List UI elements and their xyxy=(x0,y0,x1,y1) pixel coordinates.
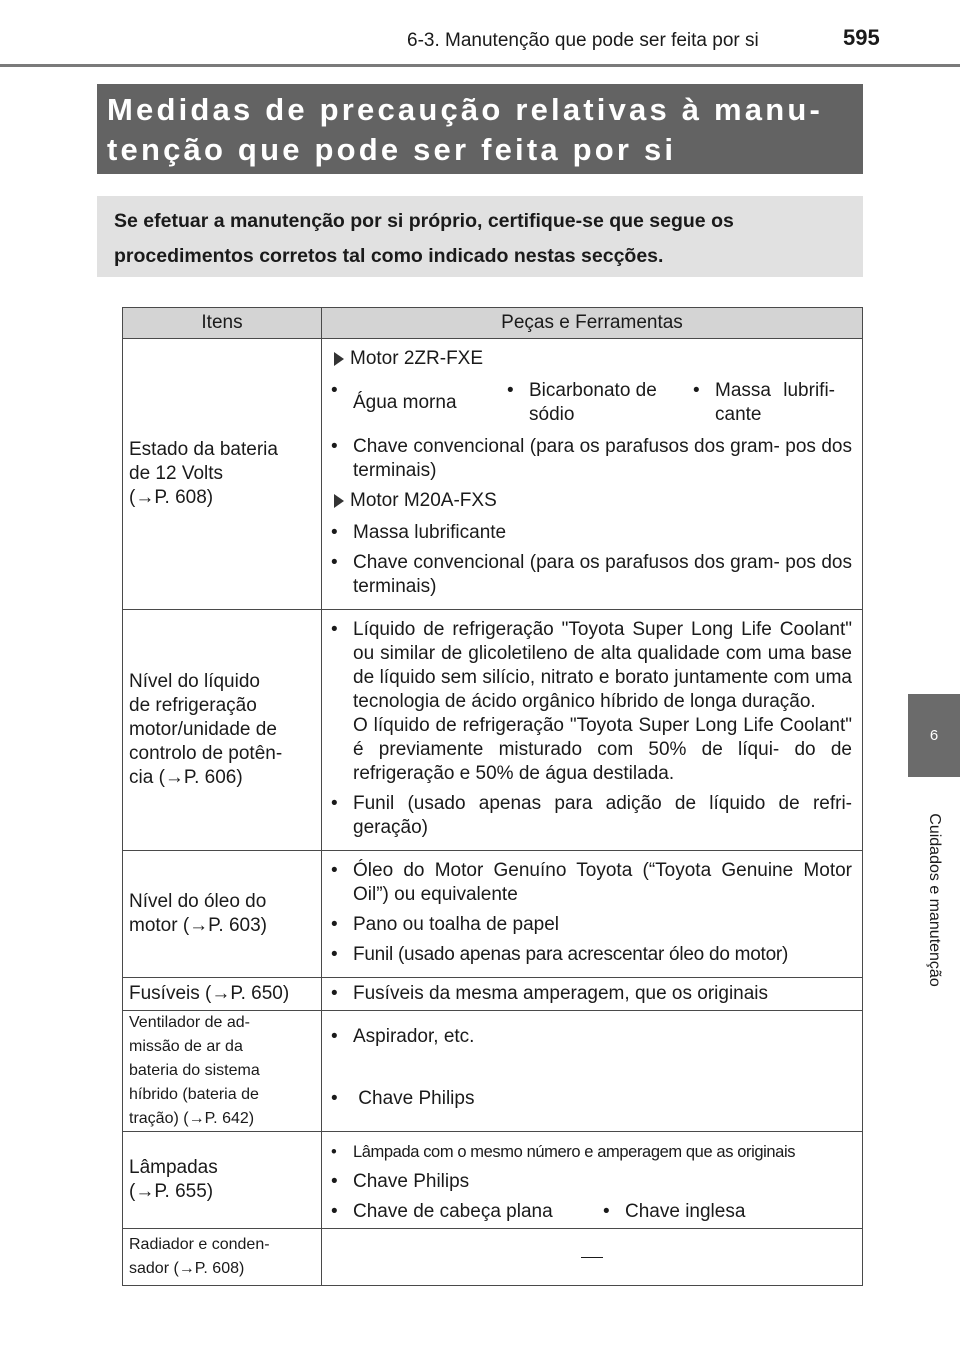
header-rule xyxy=(0,64,960,67)
intro-text: Se efetuar a manutenção por si próprio, certifique-se que segue os procedimentos corretos tal como indicado nestas secções. xyxy=(97,196,863,277)
em-dash-mark xyxy=(581,1257,603,1258)
table-header-row xyxy=(123,308,863,339)
engine-subheading xyxy=(331,489,852,513)
list-text: Água morna xyxy=(353,392,457,413)
table-row-radiator xyxy=(123,1229,863,1286)
section-title-box xyxy=(97,84,863,174)
engine-label: Motor M20A-FXS xyxy=(350,490,497,511)
chapter-label: Cuidados e manutenção xyxy=(926,813,943,987)
list-item: • Bicarbonato de sódio xyxy=(507,380,657,425)
item-cell-fuses xyxy=(123,978,322,1011)
list-item: • Líquido de refrigeração "Toyota Super Long Life Coolant" ou similar de glicoletileno de alta qualidade com uma base de líquido sem silício, nitrato e borato juntamente com uma tecnologia de ácido orgânico híbrido de longa duração. O líquido de refrigeração "Toyota Super Long Life Coolant" é previamente misturado com 50% de líqui- do de refrigeração e 50% de água destilada. xyxy=(331,619,852,784)
parts-cell-fan xyxy=(322,1011,863,1132)
item-line: Radiador e conden- xyxy=(129,1236,270,1253)
parts-cell-battery xyxy=(322,339,863,610)
item-cell-oil xyxy=(123,851,322,978)
list-text: Chave Philips xyxy=(353,1171,470,1192)
list-item: • Aspirador, etc. xyxy=(331,1025,852,1049)
section-title-line-1: Medidas de precaução relativas à manu- xyxy=(107,92,824,127)
list-item: • Chave convencional (para os parafusos dos gram- pos dos terminais) xyxy=(331,552,852,597)
list-text: Chave convencional (para os parafusos dos gram- pos dos terminais) xyxy=(353,436,852,481)
item-line: tração) (→P. 642) xyxy=(129,1110,255,1127)
table-row-bulbs xyxy=(123,1132,863,1229)
item-line: (→P. 655) xyxy=(129,1181,214,1202)
table-row-oil xyxy=(123,851,863,978)
running-header-section: 6-3. Manutenção que pode ser feita por si xyxy=(407,30,759,51)
item-cell-radiator xyxy=(123,1229,322,1286)
item-line: Fusíveis (→P. 650) xyxy=(129,983,290,1004)
table-row-fuses xyxy=(123,978,863,1011)
column-header-items: Itens xyxy=(123,308,322,339)
item-line: Ventilador de ad- xyxy=(129,1014,250,1031)
list-item: • Funil (usado apenas para adição de líquido de refri- geração) xyxy=(331,793,852,838)
list-text: Chave convencional (para os parafusos dos gram- pos dos terminais) xyxy=(353,552,852,597)
list-text: O líquido de refrigeração "Toyota Super Long Life Coolant" é previamente misturado com 50% de líqui- do de refrigeração e 50% de água destilada. xyxy=(353,715,852,784)
item-line: (→P. 608) xyxy=(129,487,214,508)
parts-tools-table xyxy=(122,307,863,1286)
list-item: • Água morna xyxy=(331,380,457,413)
list-text: Pano ou toalha de papel xyxy=(353,914,560,935)
list-text: Massa lubrifi- cante xyxy=(715,380,835,425)
list-text: Bicarbonato de sódio xyxy=(529,380,657,425)
item-line: missão de ar da xyxy=(129,1038,243,1055)
item-line: de refrigeração xyxy=(129,695,257,716)
triangle-bullet-icon xyxy=(334,352,344,366)
list-text: Chave de cabeça plana xyxy=(353,1201,553,1222)
list-item: • Funil (usado apenas para acrescentar óleo do motor) xyxy=(331,943,852,967)
list-item: • Chave inglesa xyxy=(603,1201,746,1222)
chapter-tab: 6 xyxy=(908,694,960,777)
item-line: Estado da bateria xyxy=(129,439,278,460)
list-item: • Massa lubrificante xyxy=(331,521,852,545)
list-text: Líquido de refrigeração "Toyota Super Long Life Coolant" ou similar de glicoletileno de alta qualidade com uma base de líquido sem silício, nitrato e borato juntamente com uma tecnologia de ácido orgânico híbrido de longa duração. xyxy=(353,619,852,712)
item-line: controlo de potên- xyxy=(129,743,283,764)
item-line: motor/unidade de xyxy=(129,719,277,740)
item-line: bateria do sistema xyxy=(129,1062,260,1079)
list-item: • Chave Philips xyxy=(331,1087,852,1111)
engine-subheading xyxy=(331,347,852,371)
list-item: • Lâmpada com o mesmo número e amperagem que as originais xyxy=(331,1140,852,1164)
list-item: • Chave convencional (para os parafusos dos gram- pos dos terminais) xyxy=(331,436,852,481)
item-line: Nível do óleo do xyxy=(129,891,267,912)
table-row-battery xyxy=(123,339,863,610)
parts-cell-bulbs xyxy=(322,1132,863,1229)
list-text: Chave Philips xyxy=(353,1088,475,1109)
parts-cell-radiator xyxy=(322,1229,863,1286)
item-line: Nível do líquido xyxy=(129,671,260,692)
list-item: • Fusíveis da mesma amperagem, que os originais xyxy=(331,982,852,1006)
list-text: Lâmpada com o mesmo número e amperagem que as originais xyxy=(353,1143,796,1161)
list-item: • Massa lubrifi- cante xyxy=(693,380,835,425)
parts-cell-coolant xyxy=(322,610,863,851)
engine-label: Motor 2ZR-FXE xyxy=(350,348,484,369)
table-row-coolant xyxy=(123,610,863,851)
two-column-list xyxy=(331,1200,852,1224)
item-line: motor (→P. 603) xyxy=(129,915,267,936)
item-cell-battery xyxy=(123,339,322,610)
section-title-line-2: tenção que pode ser feita por si xyxy=(107,132,677,167)
triangle-bullet-icon xyxy=(334,494,344,508)
item-line: Lâmpadas xyxy=(129,1157,218,1178)
list-text: Óleo do Motor Genuíno Toyota (“Toyota Genuine Motor Oil”) ou equivalente xyxy=(353,860,852,905)
parts-cell-oil xyxy=(322,851,863,978)
list-text: Fusíveis da mesma amperagem, que os originais xyxy=(353,983,769,1004)
list-text: Aspirador, etc. xyxy=(353,1026,475,1047)
list-text: Chave inglesa xyxy=(625,1201,746,1222)
column-header-parts: Peças e Ferramentas xyxy=(322,308,863,339)
three-column-list xyxy=(331,379,852,427)
table-row-fan xyxy=(123,1011,863,1132)
list-text: Funil (usado apenas para acrescentar óleo do motor) xyxy=(353,944,789,965)
list-text: Funil (usado apenas para adição de líquido de refri- geração) xyxy=(353,793,852,838)
item-line: sador (→P. 608) xyxy=(129,1260,245,1277)
list-item: • Chave de cabeça plana xyxy=(331,1201,553,1222)
page-number: 595 xyxy=(843,25,880,50)
item-line: híbrido (bateria de xyxy=(129,1086,259,1103)
list-text: Massa lubrificante xyxy=(353,522,507,543)
item-cell-bulbs xyxy=(123,1132,322,1229)
list-item: • Chave Philips xyxy=(331,1170,852,1194)
item-line: cia (→P. 606) xyxy=(129,767,243,788)
list-item: • Pano ou toalha de papel xyxy=(331,913,852,937)
item-cell-coolant xyxy=(123,610,322,851)
list-item: • Óleo do Motor Genuíno Toyota (“Toyota Genuine Motor Oil”) ou equivalente xyxy=(331,860,852,905)
parts-cell-fuses xyxy=(322,978,863,1011)
item-cell-fan xyxy=(123,1011,322,1132)
item-line: de 12 Volts xyxy=(129,463,224,484)
